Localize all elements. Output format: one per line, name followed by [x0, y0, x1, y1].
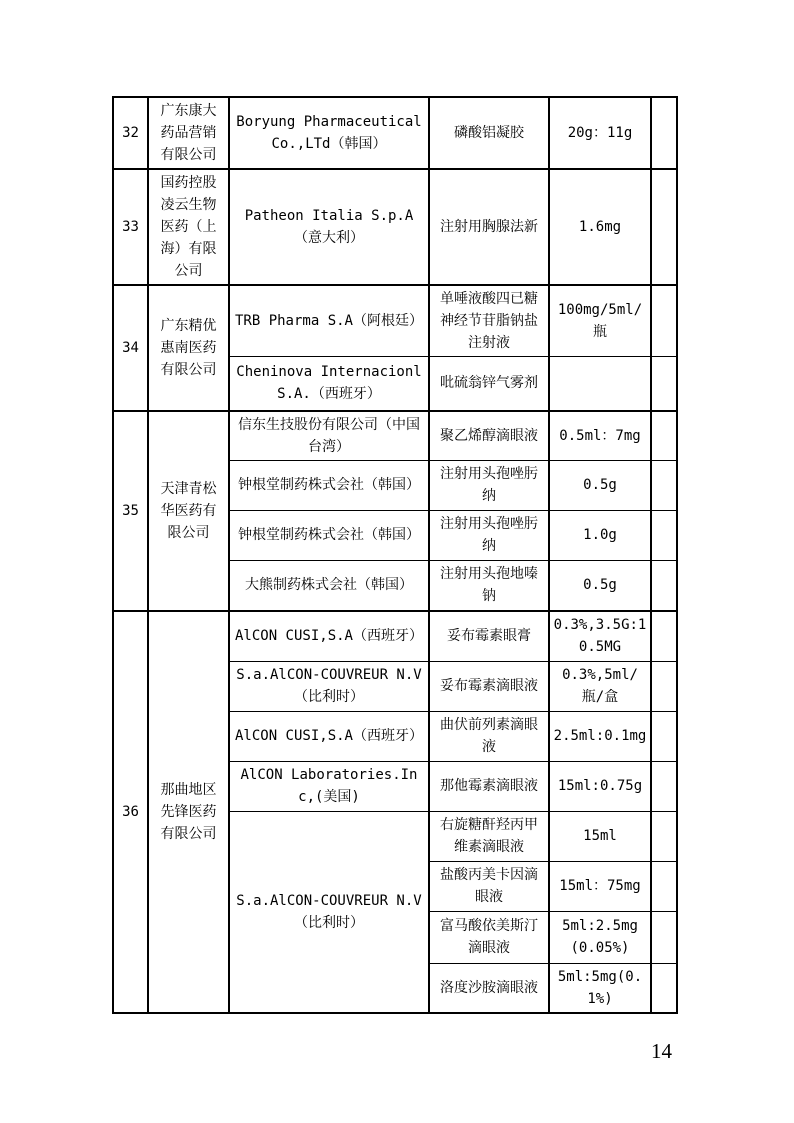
drug-name-cell — [429, 411, 549, 461]
empty-cell — [651, 411, 677, 461]
drug-import-table-container — [112, 96, 678, 1014]
drug-name-cell — [429, 661, 549, 711]
manufacturer-cell — [229, 411, 429, 461]
spec-cell — [549, 861, 651, 911]
drug-name-cell — [429, 711, 549, 761]
manufacturer-cell — [229, 460, 429, 510]
manufacturer-cell — [229, 97, 429, 169]
spec-cell-text: 15ml：75mg — [559, 878, 641, 894]
spec-cell-text: 0.3%,5ml/瓶/盒 — [562, 667, 638, 705]
drug-name-cell-text: 注射用胸腺法新 — [440, 219, 538, 235]
company-cell — [148, 611, 229, 1013]
empty-cell — [651, 861, 677, 911]
spec-cell — [549, 510, 651, 560]
company-cell — [148, 97, 229, 169]
spec-cell — [549, 357, 651, 411]
manufacturer-cell-text: 大熊制药株式会社（韩国） — [245, 577, 413, 594]
drug-name-cell — [429, 510, 549, 560]
drug-import-table — [112, 96, 678, 1014]
manufacturer-cell-text: 信东生技股份有限公司（中国台湾） — [238, 416, 420, 455]
spec-cell — [549, 611, 651, 661]
row-number-cell-text: 33 — [122, 219, 139, 235]
empty-cell — [651, 169, 677, 285]
drug-name-cell-text: 注射用头孢唑肟纳 — [440, 466, 538, 504]
spec-cell-text: 100mg/5ml/瓶 — [557, 302, 643, 340]
company-cell-text: 广东精优惠南医药有限公司 — [160, 317, 217, 378]
drug-name-cell — [429, 357, 549, 411]
row-number-cell-text: 35 — [122, 502, 139, 519]
page-number: 14 — [651, 1039, 672, 1063]
spec-cell — [549, 460, 651, 510]
drug-name-cell-text: 磷酸铝凝胶 — [454, 125, 524, 141]
manufacturer-cell — [229, 761, 429, 811]
empty-cell — [651, 97, 677, 169]
drug-name-cell — [429, 861, 549, 911]
empty-cell — [651, 811, 677, 861]
spec-cell-text: 5ml:2.5mg(0.05%) — [562, 918, 638, 956]
manufacturer-cell — [229, 560, 429, 611]
manufacturer-cell-text: AlCON CUSI,S.A（西班牙） — [234, 728, 423, 744]
spec-cell — [549, 661, 651, 711]
spec-cell-text: 15ml:0.75g — [557, 778, 643, 794]
row-number-cell — [113, 411, 148, 612]
spec-cell — [549, 411, 651, 461]
row-number-cell — [113, 285, 148, 411]
manufacturer-cell-text: Boryung Pharmaceutical Co.,LTd（韩国） — [236, 114, 422, 152]
manufacturer-cell-text: AlCON Laboratories.Inc,(美国) — [240, 767, 418, 805]
row-number-cell — [113, 97, 148, 169]
empty-cell — [651, 560, 677, 611]
table-row — [113, 411, 677, 461]
company-cell-text: 广东康大药品营销有限公司 — [160, 103, 217, 163]
empty-cell — [651, 711, 677, 761]
manufacturer-cell — [229, 510, 429, 560]
spec-cell-text: 0.5g — [583, 477, 617, 493]
manufacturer-cell-text: AlCON CUSI,S.A（西班牙） — [234, 628, 423, 645]
drug-name-cell — [429, 460, 549, 510]
spec-cell-text: 1.0g — [583, 527, 617, 543]
drug-name-cell — [429, 911, 549, 963]
drug-name-cell-text: 曲伏前列素滴眼液 — [440, 717, 538, 755]
spec-cell — [549, 285, 651, 357]
drug-name-cell — [429, 560, 549, 611]
manufacturer-cell-text: 钟根堂制药株式会社（韩国） — [238, 477, 420, 493]
drug-name-cell-text: 那他霉素滴眼液 — [440, 778, 538, 794]
spec-cell-text: 5ml:5mg(0.1%) — [557, 968, 643, 1007]
row-number-cell-text: 34 — [122, 339, 139, 356]
table-row — [113, 611, 677, 661]
manufacturer-cell-text: S.a.AlCON-COUVREUR N.V（比利时） — [236, 892, 422, 931]
drug-name-cell-text: 盐酸丙美卡因滴眼液 — [440, 867, 538, 905]
drug-name-cell — [429, 97, 549, 169]
drug-name-cell — [429, 811, 549, 861]
manufacturer-cell — [229, 811, 429, 1013]
manufacturer-cell-text: S.a.AlCON-COUVREUR N.V（比利时） — [236, 667, 422, 705]
drug-table-body — [113, 97, 677, 1013]
spec-cell-text: 0.5ml：7mg — [559, 427, 641, 444]
drug-name-cell — [429, 963, 549, 1013]
company-cell-text: 国药控股凌云生物医药（上海）有限公司 — [160, 175, 217, 279]
manufacturer-cell — [229, 169, 429, 285]
drug-name-cell-text: 单唾液酸四已糖神经节苷脂钠盐注射液 — [440, 291, 538, 351]
row-number-cell-text: 36 — [122, 803, 139, 820]
company-cell — [148, 169, 229, 285]
spec-cell — [549, 169, 651, 285]
spec-cell-text: 0.3%,3.5G:10.5MG — [553, 617, 647, 656]
row-number-cell-text: 32 — [122, 125, 139, 141]
drug-name-cell — [429, 285, 549, 357]
manufacturer-cell — [229, 357, 429, 411]
drug-name-cell-text: 聚乙烯醇滴眼液 — [440, 427, 538, 444]
spec-cell — [549, 97, 651, 169]
empty-cell — [651, 510, 677, 560]
drug-name-cell — [429, 169, 549, 285]
manufacturer-cell-text: Patheon Italia S.p.A（意大利） — [244, 208, 414, 246]
empty-cell — [651, 761, 677, 811]
table-row — [113, 97, 677, 169]
drug-name-cell-text: 吡硫翁锌气雾剂 — [440, 375, 538, 392]
spec-cell — [549, 560, 651, 611]
empty-cell — [651, 357, 677, 411]
drug-name-cell-text: 注射用头孢唑肟纳 — [440, 516, 538, 554]
drug-name-cell-text: 妥布霉素眼膏 — [447, 628, 531, 645]
spec-cell-text: 1.6mg — [578, 219, 622, 235]
company-cell — [148, 411, 229, 612]
drug-name-cell — [429, 611, 549, 661]
drug-name-cell-text: 洛度沙胺滴眼液 — [440, 979, 538, 996]
spec-cell-text: 15ml — [583, 828, 617, 844]
empty-cell — [651, 661, 677, 711]
spec-cell-text: 0.5g — [583, 577, 617, 594]
spec-cell — [549, 911, 651, 963]
manufacturer-cell-text: 钟根堂制药株式会社（韩国） — [238, 527, 420, 543]
table-row — [113, 169, 677, 285]
row-number-cell — [113, 169, 148, 285]
drug-name-cell-text: 妥布霉素滴眼液 — [440, 678, 538, 694]
spec-cell — [549, 711, 651, 761]
company-cell-text: 那曲地区先锋医药有限公司 — [160, 781, 217, 842]
spec-cell-text: 20g：11g — [567, 125, 633, 141]
spec-cell-text: 2.5ml:0.1mg — [553, 728, 647, 744]
row-number-cell — [113, 611, 148, 1013]
spec-cell — [549, 811, 651, 861]
drug-name-cell — [429, 761, 549, 811]
empty-cell — [651, 911, 677, 963]
drug-name-cell-text: 富马酸依美斯汀滴眼液 — [440, 918, 538, 956]
drug-name-cell-text: 右旋糖酐羟丙甲维素滴眼液 — [440, 817, 538, 855]
manufacturer-cell — [229, 711, 429, 761]
drug-name-cell-text: 注射用头孢地嗪钠 — [440, 566, 538, 605]
spec-cell — [549, 963, 651, 1013]
manufacturer-cell — [229, 285, 429, 357]
manufacturer-cell — [229, 611, 429, 661]
company-cell-text: 天津青松华医药有限公司 — [160, 480, 217, 541]
company-cell — [148, 285, 229, 411]
spec-cell — [549, 761, 651, 811]
manufacturer-cell-text: Cheninova InternacionlS.A.（西班牙） — [236, 364, 422, 403]
empty-cell — [651, 285, 677, 357]
manufacturer-cell-text: TRB Pharma S.A（阿根廷） — [234, 313, 423, 329]
empty-cell — [651, 460, 677, 510]
empty-cell — [651, 611, 677, 661]
empty-cell — [651, 963, 677, 1013]
table-row — [113, 285, 677, 357]
manufacturer-cell — [229, 661, 429, 711]
